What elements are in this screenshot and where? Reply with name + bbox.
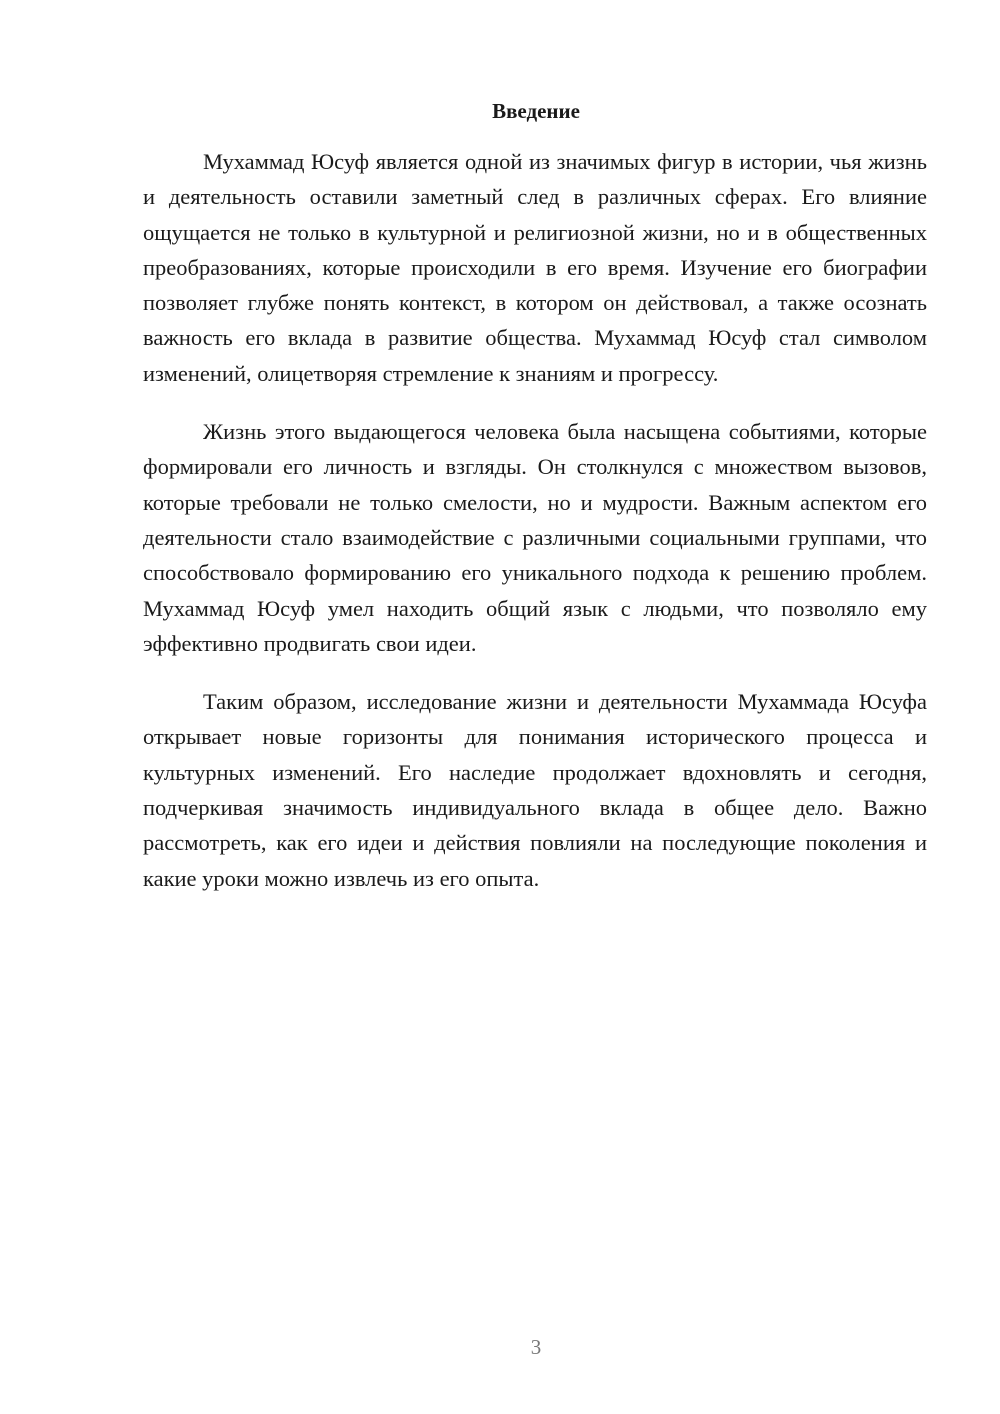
body-text — [143, 144, 927, 919]
paragraph-2: Жизнь этого выдающегося человека была насыщена событиями, которые формировали его личность и взгляды. Он столкнулся с множеством вызовов, которые требовали не только смелости, но и мудрости. Важным аспектом его деятельности стало взаимодействие с различными социальными группами, что способствовало формированию его уникального подхода к решению проблем. Мухаммад Юсуф умел находить общий язык с людьми, что позволяло ему эффективно продвигать свои идеи. — [143, 419, 927, 656]
section-heading: Введение — [492, 99, 580, 123]
paragraph-1: Мухаммад Юсуф является одной из значимых фигур в истории, чья жизнь и деятельность оставили заметный след в различных сферах. Его влияние ощущается не только в культурной и религиозной жизни, но и в общественных преобразованиях, которые происходили в его время. Изучение его биографии позволяет глубже понять контекст, в котором он действовал, а также осознать важность его вклада в развитие общества. Мухаммад Юсуф стал символом изменений, олицетворяя стремление к знаниям и прогрессу. — [143, 149, 927, 386]
paragraph-3: Таким образом, исследование жизни и деятельности Мухаммада Юсуфа открывает новые горизонты для понимания исторического процесса и культурных изменений. Его наследие продолжает вдохновлять и сегодня, подчеркивая значимость индивидуального вклада в общее дело. Важно рассмотреть, как его идеи и действия повлияли на последующие поколения и какие уроки можно извлечь из его опыта. — [143, 689, 927, 891]
page-number: 3 — [530, 1335, 542, 1359]
